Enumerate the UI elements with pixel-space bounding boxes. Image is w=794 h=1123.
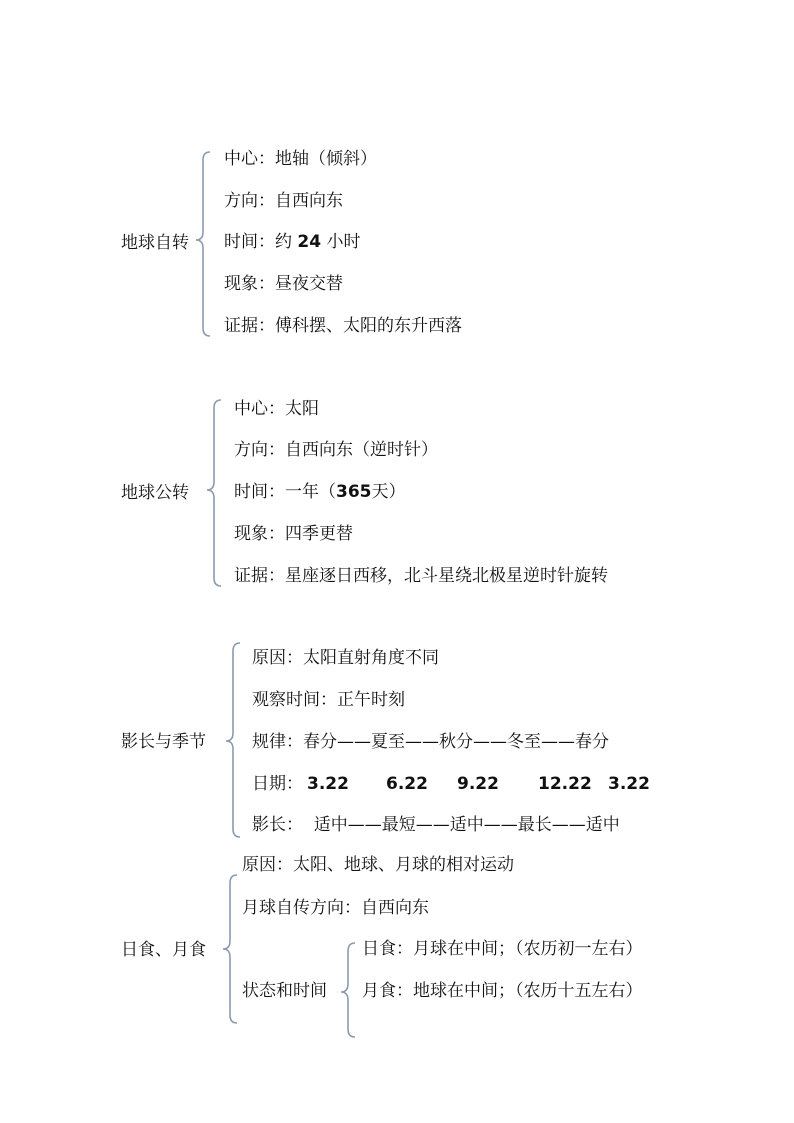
shadow-dates-label: 日期： (252, 774, 303, 794)
eclipse-solar: 日食：月球在中间；（农历初一左右） (362, 939, 643, 959)
eclipse-moon-direction: 月球自传方向：自西向东 (242, 898, 429, 918)
shadow-date-1: 3.22 (307, 774, 349, 794)
revolution-time (234, 482, 406, 502)
shadow-date-5: 3.22 (608, 774, 650, 794)
shadow-cause: 原因：太阳直射角度不同 (252, 648, 439, 668)
rotation-title: 地球自转 (121, 233, 189, 253)
eclipse-state-bracket (341, 943, 355, 1037)
revolution-bracket (207, 400, 221, 586)
shadow-date-4: 12.22 (538, 774, 592, 794)
revolution-time-number: 365 (336, 482, 372, 502)
revolution-time-prefix: 时间：一年（ (234, 482, 336, 502)
eclipse-bracket (223, 875, 237, 1023)
rotation-time-prefix: 时间：约 (224, 232, 292, 252)
shadow-date-3: 9.22 (457, 774, 499, 794)
rotation-direction: 方向：自西向东 (224, 191, 343, 211)
shadow-pattern: 规律：春分——夏至——秋分——冬至——春分 (252, 732, 609, 752)
eclipse-title: 日食、月食 (121, 940, 206, 960)
shadow-date-2: 6.22 (386, 774, 428, 794)
rotation-time-suffix: 小时 (326, 232, 361, 252)
rotation-bracket (196, 152, 210, 336)
shadow-bracket (226, 643, 240, 837)
eclipse-state-time: 状态和时间 (242, 981, 327, 1001)
revolution-center: 中心：太阳 (234, 399, 319, 419)
revolution-title: 地球公转 (121, 483, 189, 503)
eclipse-lunar: 月食：地球在中间；（农历十五左右） (362, 981, 643, 1001)
shadow-length: 影长： 适中——最短——适中——最长——适中 (252, 815, 620, 835)
rotation-time-number: 24 (297, 232, 322, 252)
rotation-phenomenon: 现象：昼夜交替 (224, 274, 343, 294)
revolution-direction: 方向：自西向东（逆时针） (234, 440, 438, 460)
rotation-time (224, 232, 360, 252)
shadow-title: 影长与季节 (121, 732, 206, 752)
revolution-evidence: 证据：星座逐日西移，北斗星绕北极星逆时针旋转 (234, 566, 608, 586)
rotation-evidence: 证据：傅科摆、太阳的东升西落 (224, 316, 462, 336)
eclipse-cause: 原因：太阳、地球、月球的相对运动 (242, 855, 514, 875)
shadow-observe-time: 观察时间：正午时刻 (252, 690, 405, 710)
revolution-time-suffix: 天） (371, 482, 406, 502)
rotation-center: 中心：地轴（倾斜） (224, 149, 377, 169)
revolution-phenomenon: 现象：四季更替 (234, 524, 353, 544)
